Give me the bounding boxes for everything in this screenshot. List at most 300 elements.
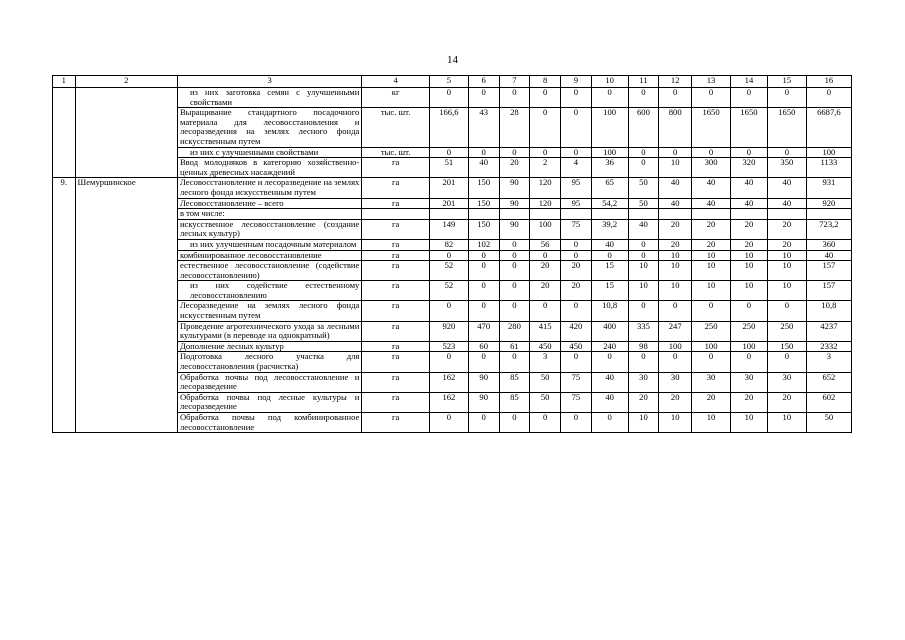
table-row <box>53 392 852 412</box>
value-cell: 10,8 <box>806 301 851 321</box>
value-cell: 40 <box>659 198 692 209</box>
value-cell: 150 <box>468 178 499 198</box>
value-cell: 1650 <box>692 108 731 147</box>
value-cell: 0 <box>561 108 592 147</box>
value-cell: 400 <box>591 321 628 341</box>
column-header-7: 7 <box>499 76 530 88</box>
value-cell: 20 <box>731 219 768 239</box>
value-cell: 0 <box>659 352 692 372</box>
value-cell: 15 <box>591 281 628 301</box>
value-cell: 0 <box>499 261 530 281</box>
activity-name: комбинированное лесовосстановление <box>177 250 361 261</box>
value-cell: 75 <box>561 219 592 239</box>
region-name: Шемуршинское <box>75 178 177 198</box>
value-cell: 75 <box>561 392 592 412</box>
activity-name: Лесовосстановление – всего <box>177 198 361 209</box>
row-number <box>53 281 76 301</box>
value-cell: 0 <box>628 158 659 178</box>
column-header-8: 8 <box>530 76 561 88</box>
value-cell: 0 <box>499 239 530 250</box>
value-cell <box>591 209 628 220</box>
row-number <box>53 352 76 372</box>
activity-name: искусственное лесовосстановление (создание лесных культур) <box>177 219 361 239</box>
row-number <box>53 88 76 108</box>
value-cell: 450 <box>561 341 592 352</box>
activity-name: Лесовосстановление и лесоразведение на землях лесного фонда искусственным путем <box>177 178 361 198</box>
activity-name: Подготовка лесного участка для лесовосстановления (расчистка) <box>177 352 361 372</box>
value-cell: 10 <box>767 281 806 301</box>
value-cell: 40 <box>767 198 806 209</box>
value-cell: 0 <box>628 147 659 158</box>
activity-name: Обработка почвы под комбинированное лесовосстановление <box>177 413 361 433</box>
value-cell: 50 <box>628 198 659 209</box>
value-cell: 602 <box>806 392 851 412</box>
value-cell: 39,2 <box>591 219 628 239</box>
value-cell: 0 <box>692 88 731 108</box>
unit: га <box>362 261 430 281</box>
value-cell: 30 <box>628 372 659 392</box>
value-cell: 0 <box>499 88 530 108</box>
value-cell: 10 <box>659 413 692 433</box>
value-cell: 100 <box>530 219 561 239</box>
region-name <box>75 372 177 392</box>
value-cell: 0 <box>561 413 592 433</box>
region-name <box>75 158 177 178</box>
region-name <box>75 341 177 352</box>
value-cell: 20 <box>692 219 731 239</box>
value-cell: 10 <box>628 413 659 433</box>
value-cell: 0 <box>692 352 731 372</box>
region-name <box>75 261 177 281</box>
activity-name: Проведение агротехнического ухода за лесными культурами (в переводе на однократный) <box>177 321 361 341</box>
table-row <box>53 209 852 220</box>
value-cell: 36 <box>591 158 628 178</box>
table-row <box>53 413 852 433</box>
row-number: 9. <box>53 178 76 198</box>
value-cell: 280 <box>499 321 530 341</box>
column-header-11: 11 <box>628 76 659 88</box>
value-cell: 40 <box>731 198 768 209</box>
unit: га <box>362 198 430 209</box>
value-cell: 30 <box>692 372 731 392</box>
value-cell: 120 <box>530 198 561 209</box>
row-number <box>53 108 76 147</box>
value-cell: 150 <box>468 219 499 239</box>
value-cell: 100 <box>591 108 628 147</box>
table-row <box>53 281 852 301</box>
value-cell: 0 <box>530 108 561 147</box>
unit: га <box>362 239 430 250</box>
value-cell: 50 <box>530 392 561 412</box>
value-cell: 2332 <box>806 341 851 352</box>
row-number <box>53 413 76 433</box>
value-cell: 415 <box>530 321 561 341</box>
value-cell: 420 <box>561 321 592 341</box>
value-cell: 350 <box>767 158 806 178</box>
value-cell: 120 <box>530 178 561 198</box>
activity-name: из них содействие естественному лесовосстановлению <box>177 281 361 301</box>
value-cell: 10 <box>659 158 692 178</box>
value-cell: 100 <box>692 341 731 352</box>
table-row <box>53 301 852 321</box>
value-cell: 20 <box>659 219 692 239</box>
column-header-15: 15 <box>767 76 806 88</box>
value-cell <box>530 209 561 220</box>
table-row <box>53 178 852 198</box>
value-cell: 56 <box>530 239 561 250</box>
region-name <box>75 321 177 341</box>
value-cell: 0 <box>561 147 592 158</box>
unit: га <box>362 341 430 352</box>
value-cell <box>806 209 851 220</box>
unit: га <box>362 219 430 239</box>
value-cell: 470 <box>468 321 499 341</box>
value-cell: 0 <box>659 301 692 321</box>
value-cell: 0 <box>767 147 806 158</box>
value-cell: 50 <box>628 178 659 198</box>
value-cell: 10 <box>767 261 806 281</box>
value-cell: 0 <box>530 413 561 433</box>
value-cell: 0 <box>429 301 468 321</box>
unit: га <box>362 158 430 178</box>
value-cell: 20 <box>530 261 561 281</box>
region-name <box>75 392 177 412</box>
unit <box>362 209 430 220</box>
value-cell: 0 <box>429 250 468 261</box>
value-cell: 50 <box>530 372 561 392</box>
value-cell: 10 <box>692 281 731 301</box>
value-cell: 0 <box>659 88 692 108</box>
column-header-5: 5 <box>429 76 468 88</box>
value-cell: 20 <box>692 239 731 250</box>
value-cell: 157 <box>806 281 851 301</box>
activity-name: из них улучшенным посадочным материалом <box>177 239 361 250</box>
value-cell: 0 <box>468 250 499 261</box>
value-cell: 75 <box>561 372 592 392</box>
value-cell: 1133 <box>806 158 851 178</box>
value-cell: 20 <box>628 392 659 412</box>
value-cell: 90 <box>468 372 499 392</box>
region-name <box>75 250 177 261</box>
value-cell: 82 <box>429 239 468 250</box>
activity-name: естественное лесовосстановление (содействие лесовосстановлению) <box>177 261 361 281</box>
value-cell: 28 <box>499 108 530 147</box>
value-cell: 10 <box>692 261 731 281</box>
value-cell: 201 <box>429 198 468 209</box>
region-name <box>75 88 177 108</box>
value-cell: 65 <box>591 178 628 198</box>
value-cell: 100 <box>591 147 628 158</box>
table-row <box>53 321 852 341</box>
value-cell: 10 <box>767 413 806 433</box>
value-cell: 0 <box>731 352 768 372</box>
value-cell: 0 <box>468 147 499 158</box>
activity-name: Дополнение лесных культур <box>177 341 361 352</box>
activity-name: Лесоразведение на землях лесного фонда искусственным путем <box>177 301 361 321</box>
value-cell: 90 <box>468 392 499 412</box>
column-header-13: 13 <box>692 76 731 88</box>
value-cell: 10 <box>659 250 692 261</box>
table-row <box>53 88 852 108</box>
value-cell: 10 <box>731 281 768 301</box>
value-cell: 150 <box>767 341 806 352</box>
value-cell: 250 <box>731 321 768 341</box>
row-number <box>53 261 76 281</box>
value-cell: 0 <box>659 147 692 158</box>
value-cell: 0 <box>767 88 806 108</box>
value-cell: 90 <box>499 178 530 198</box>
column-number-row <box>53 76 852 88</box>
unit: га <box>362 352 430 372</box>
value-cell: 54,2 <box>591 198 628 209</box>
value-cell <box>499 209 530 220</box>
value-cell: 1650 <box>767 108 806 147</box>
value-cell: 0 <box>499 301 530 321</box>
value-cell: 0 <box>731 88 768 108</box>
value-cell: 0 <box>561 352 592 372</box>
activity-name: в том числе: <box>177 209 361 220</box>
value-cell: 52 <box>429 281 468 301</box>
value-cell: 0 <box>499 147 530 158</box>
value-cell: 10 <box>659 261 692 281</box>
region-name <box>75 301 177 321</box>
value-cell: 0 <box>468 301 499 321</box>
value-cell: 40 <box>767 178 806 198</box>
value-cell: 98 <box>628 341 659 352</box>
value-cell: 20 <box>530 281 561 301</box>
row-number <box>53 372 76 392</box>
region-name <box>75 209 177 220</box>
value-cell: 20 <box>731 239 768 250</box>
value-cell: 90 <box>499 198 530 209</box>
value-cell: 0 <box>429 352 468 372</box>
table-row <box>53 147 852 158</box>
value-cell: 3 <box>806 352 851 372</box>
unit: тыс. шт. <box>362 108 430 147</box>
region-name <box>75 413 177 433</box>
value-cell: 85 <box>499 392 530 412</box>
value-cell: 4237 <box>806 321 851 341</box>
unit: га <box>362 392 430 412</box>
region-name <box>75 239 177 250</box>
value-cell: 0 <box>429 88 468 108</box>
value-cell: 0 <box>429 147 468 158</box>
value-cell: 920 <box>806 198 851 209</box>
value-cell: 20 <box>692 392 731 412</box>
table-row <box>53 239 852 250</box>
activity-name: из них с улучшенными свойствами <box>177 147 361 158</box>
value-cell: 20 <box>659 392 692 412</box>
value-cell: 20 <box>731 392 768 412</box>
value-cell <box>561 209 592 220</box>
value-cell: 10 <box>628 261 659 281</box>
value-cell <box>628 209 659 220</box>
table-row <box>53 372 852 392</box>
unit: тыс. шт. <box>362 147 430 158</box>
value-cell <box>468 209 499 220</box>
activity-name: Обработка почвы под лесные культуры и лесоразведение <box>177 392 361 412</box>
value-cell: 0 <box>530 147 561 158</box>
value-cell: 523 <box>429 341 468 352</box>
row-number <box>53 392 76 412</box>
value-cell: 20 <box>561 281 592 301</box>
table-row <box>53 108 852 147</box>
column-header-4: 4 <box>362 76 430 88</box>
value-cell: 0 <box>731 301 768 321</box>
value-cell: 95 <box>561 198 592 209</box>
column-header-12: 12 <box>659 76 692 88</box>
value-cell: 10,8 <box>591 301 628 321</box>
table-row <box>53 250 852 261</box>
value-cell: 0 <box>468 413 499 433</box>
value-cell: 15 <box>591 261 628 281</box>
column-header-10: 10 <box>591 76 628 88</box>
value-cell: 30 <box>731 372 768 392</box>
value-cell: 0 <box>468 352 499 372</box>
value-cell: 40 <box>731 178 768 198</box>
value-cell: 30 <box>767 372 806 392</box>
region-name <box>75 219 177 239</box>
region-name <box>75 147 177 158</box>
row-number <box>53 239 76 250</box>
value-cell: 20 <box>767 219 806 239</box>
value-cell: 20 <box>499 158 530 178</box>
value-cell: 0 <box>628 88 659 108</box>
value-cell: 102 <box>468 239 499 250</box>
unit: га <box>362 250 430 261</box>
column-header-6: 6 <box>468 76 499 88</box>
value-cell: 0 <box>731 147 768 158</box>
value-cell: 320 <box>731 158 768 178</box>
column-header-1: 1 <box>53 76 76 88</box>
row-number <box>53 250 76 261</box>
value-cell: 10 <box>692 250 731 261</box>
value-cell: 0 <box>628 250 659 261</box>
value-cell <box>731 209 768 220</box>
value-cell <box>692 209 731 220</box>
column-header-3: 3 <box>177 76 361 88</box>
table-row <box>53 198 852 209</box>
row-number <box>53 209 76 220</box>
activity-name: из них заготовка семян с улучшенными свойствами <box>177 88 361 108</box>
value-cell: 0 <box>591 352 628 372</box>
value-cell: 90 <box>499 219 530 239</box>
value-cell: 30 <box>659 372 692 392</box>
value-cell: 1650 <box>731 108 768 147</box>
table-row <box>53 158 852 178</box>
unit: га <box>362 413 430 433</box>
unit: га <box>362 281 430 301</box>
value-cell: 920 <box>429 321 468 341</box>
value-cell: 0 <box>628 352 659 372</box>
value-cell <box>429 209 468 220</box>
value-cell: 0 <box>429 413 468 433</box>
value-cell: 723,2 <box>806 219 851 239</box>
row-number <box>53 198 76 209</box>
column-header-2: 2 <box>75 76 177 88</box>
value-cell: 20 <box>659 239 692 250</box>
value-cell: 0 <box>591 250 628 261</box>
value-cell: 0 <box>591 413 628 433</box>
value-cell: 360 <box>806 239 851 250</box>
value-cell: 100 <box>659 341 692 352</box>
table-body <box>53 88 852 433</box>
value-cell: 40 <box>692 178 731 198</box>
value-cell: 20 <box>767 392 806 412</box>
value-cell: 40 <box>591 239 628 250</box>
value-cell: 931 <box>806 178 851 198</box>
forest-plan-table <box>52 75 852 433</box>
unit: га <box>362 372 430 392</box>
activity-name: Ввод молодняков в категорию хозяйственно-ценных древесных насаждений <box>177 158 361 178</box>
value-cell: 149 <box>429 219 468 239</box>
table-row <box>53 341 852 352</box>
value-cell: 0 <box>806 88 851 108</box>
value-cell: 10 <box>659 281 692 301</box>
row-number <box>53 341 76 352</box>
value-cell: 652 <box>806 372 851 392</box>
value-cell: 10 <box>692 413 731 433</box>
value-cell: 10 <box>731 261 768 281</box>
value-cell: 10 <box>731 250 768 261</box>
value-cell: 0 <box>530 88 561 108</box>
value-cell: 162 <box>429 392 468 412</box>
value-cell <box>659 209 692 220</box>
value-cell: 100 <box>806 147 851 158</box>
value-cell: 20 <box>767 239 806 250</box>
value-cell: 0 <box>499 281 530 301</box>
value-cell: 0 <box>561 88 592 108</box>
value-cell: 0 <box>767 301 806 321</box>
value-cell: 10 <box>628 281 659 301</box>
row-number <box>53 301 76 321</box>
value-cell: 0 <box>561 250 592 261</box>
column-header-9: 9 <box>561 76 592 88</box>
value-cell: 335 <box>628 321 659 341</box>
value-cell: 0 <box>468 261 499 281</box>
value-cell: 0 <box>692 147 731 158</box>
value-cell: 10 <box>731 413 768 433</box>
value-cell: 0 <box>530 301 561 321</box>
value-cell: 0 <box>628 301 659 321</box>
value-cell: 600 <box>628 108 659 147</box>
value-cell: 800 <box>659 108 692 147</box>
value-cell: 40 <box>591 372 628 392</box>
unit: га <box>362 178 430 198</box>
column-header-16: 16 <box>806 76 851 88</box>
value-cell: 162 <box>429 372 468 392</box>
value-cell: 10 <box>767 250 806 261</box>
value-cell: 250 <box>692 321 731 341</box>
value-cell: 201 <box>429 178 468 198</box>
value-cell: 0 <box>499 250 530 261</box>
value-cell: 61 <box>499 341 530 352</box>
region-name <box>75 281 177 301</box>
value-cell: 85 <box>499 372 530 392</box>
value-cell: 3 <box>530 352 561 372</box>
row-number <box>53 321 76 341</box>
value-cell: 4 <box>561 158 592 178</box>
row-number <box>53 147 76 158</box>
region-name <box>75 198 177 209</box>
page-number: 14 <box>447 54 458 66</box>
value-cell: 0 <box>530 250 561 261</box>
value-cell: 6687,6 <box>806 108 851 147</box>
value-cell: 0 <box>499 352 530 372</box>
value-cell: 40 <box>591 392 628 412</box>
row-number <box>53 219 76 239</box>
value-cell: 40 <box>692 198 731 209</box>
